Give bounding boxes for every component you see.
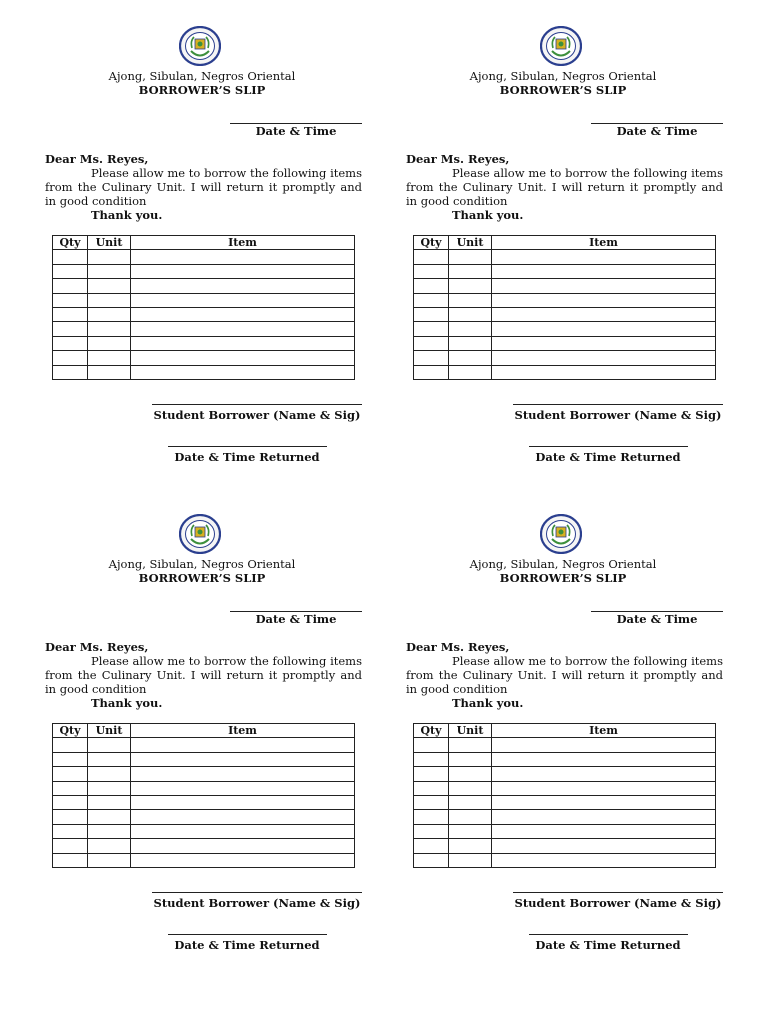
- item-cell[interactable]: [131, 307, 355, 321]
- item-cell[interactable]: [492, 250, 716, 264]
- table-row: [414, 824, 716, 838]
- unit-cell[interactable]: [88, 264, 131, 278]
- table-row: [414, 279, 716, 293]
- table-row: [53, 810, 355, 824]
- borrower-slip-bottom-right: [403, 514, 723, 984]
- item-cell[interactable]: [131, 781, 355, 795]
- qty-cell[interactable]: [414, 738, 449, 752]
- date-time-returned-label: Date & Time Returned: [535, 450, 681, 464]
- table-row: [414, 839, 716, 853]
- table-row: [53, 293, 355, 307]
- table-header-row: [53, 236, 355, 250]
- qty-cell[interactable]: [53, 824, 88, 838]
- unit-cell[interactable]: [88, 365, 131, 379]
- column-header-item: Item: [131, 724, 355, 738]
- date-time-returned-line[interactable]: [168, 934, 327, 935]
- qty-cell[interactable]: [414, 336, 449, 350]
- qty-cell[interactable]: [53, 336, 88, 350]
- item-cell[interactable]: [131, 279, 355, 293]
- item-cell[interactable]: [131, 738, 355, 752]
- unit-cell[interactable]: [449, 839, 492, 853]
- table-row: [414, 738, 716, 752]
- student-borrower-label: Student Borrower (Name & Sig): [514, 408, 722, 422]
- borrower-slip-top-right: [403, 26, 723, 496]
- qty-cell[interactable]: [53, 264, 88, 278]
- date-time-returned-label: Date & Time Returned: [174, 938, 320, 952]
- qty-cell[interactable]: [53, 351, 88, 365]
- date-time-returned-line[interactable]: [529, 446, 688, 447]
- unit-cell[interactable]: [88, 752, 131, 766]
- date-time-returned-label: Date & Time Returned: [535, 938, 681, 952]
- qty-cell[interactable]: [53, 365, 88, 379]
- letter-closing: Thank you.: [452, 696, 524, 710]
- column-header-item: Item: [131, 236, 355, 250]
- letter-closing: Thank you.: [91, 696, 163, 710]
- unit-cell[interactable]: [88, 824, 131, 838]
- table-header-row: [53, 724, 355, 738]
- slip-title: BORROWER’S SLIP: [138, 83, 266, 97]
- date-time-returned-line[interactable]: [529, 934, 688, 935]
- item-cell[interactable]: [131, 351, 355, 365]
- item-cell[interactable]: [131, 336, 355, 350]
- unit-cell[interactable]: [88, 279, 131, 293]
- date-time-returned-line[interactable]: [168, 446, 327, 447]
- table-row: [53, 781, 355, 795]
- table-row: [414, 336, 716, 350]
- table-row: [414, 307, 716, 321]
- table-row: [414, 810, 716, 824]
- salutation: Dear Ms. Reyes,: [45, 152, 149, 166]
- table-header-row: [414, 724, 716, 738]
- column-header-item: Item: [492, 236, 716, 250]
- item-cell[interactable]: [131, 250, 355, 264]
- qty-cell[interactable]: [414, 767, 449, 781]
- school-address: Ajong, Sibulan, Negros Oriental: [469, 69, 657, 83]
- unit-cell[interactable]: [449, 767, 492, 781]
- column-header-unit: Unit: [449, 236, 492, 250]
- item-cell[interactable]: [492, 351, 716, 365]
- table-row: [53, 795, 355, 809]
- unit-cell[interactable]: [88, 853, 131, 867]
- qty-cell[interactable]: [414, 307, 449, 321]
- qty-cell[interactable]: [414, 293, 449, 307]
- qty-cell[interactable]: [53, 853, 88, 867]
- column-header-unit: Unit: [449, 724, 492, 738]
- qty-cell[interactable]: [53, 250, 88, 264]
- item-cell[interactable]: [492, 752, 716, 766]
- qty-cell[interactable]: [53, 752, 88, 766]
- qty-cell[interactable]: [414, 351, 449, 365]
- qty-cell[interactable]: [414, 365, 449, 379]
- unit-cell[interactable]: [449, 264, 492, 278]
- unit-cell[interactable]: [88, 307, 131, 321]
- item-cell[interactable]: [131, 752, 355, 766]
- school-seal-icon: [540, 26, 582, 66]
- unit-cell[interactable]: [88, 839, 131, 853]
- table-row: [414, 293, 716, 307]
- table-row: [414, 781, 716, 795]
- table-row: [53, 336, 355, 350]
- column-header-qty: Qty: [53, 724, 88, 738]
- column-header-item: Item: [492, 724, 716, 738]
- unit-cell[interactable]: [449, 781, 492, 795]
- unit-cell[interactable]: [88, 795, 131, 809]
- date-time-label: Date & Time: [255, 124, 337, 138]
- letter-body: Please allow me to borrow the following items from the Culinary Unit. I will return it promptly and in good condition: [406, 166, 723, 208]
- school-address: Ajong, Sibulan, Negros Oriental: [469, 557, 657, 571]
- qty-cell[interactable]: [53, 839, 88, 853]
- qty-cell[interactable]: [414, 264, 449, 278]
- letter-body: Please allow me to borrow the following items from the Culinary Unit. I will return it promptly and in good condition: [45, 654, 362, 696]
- qty-cell[interactable]: [414, 752, 449, 766]
- item-cell[interactable]: [492, 853, 716, 867]
- item-cell[interactable]: [131, 795, 355, 809]
- qty-cell[interactable]: [53, 810, 88, 824]
- table-row: [53, 824, 355, 838]
- unit-cell[interactable]: [449, 322, 492, 336]
- letter-body: Please allow me to borrow the following items from the Culinary Unit. I will return it promptly and in good condition: [45, 166, 362, 208]
- item-cell[interactable]: [492, 293, 716, 307]
- table-row: [414, 322, 716, 336]
- item-cell[interactable]: [492, 781, 716, 795]
- salutation: Dear Ms. Reyes,: [406, 152, 510, 166]
- table-row: [53, 279, 355, 293]
- student-borrower-line[interactable]: [152, 892, 362, 893]
- qty-cell[interactable]: [53, 279, 88, 293]
- item-cell[interactable]: [492, 839, 716, 853]
- school-seal-icon: [179, 514, 221, 554]
- letter-closing: Thank you.: [91, 208, 163, 222]
- item-cell[interactable]: [131, 810, 355, 824]
- school-address: Ajong, Sibulan, Negros Oriental: [108, 557, 296, 571]
- salutation: Dear Ms. Reyes,: [45, 640, 149, 654]
- date-time-label: Date & Time: [255, 612, 337, 626]
- student-borrower-label: Student Borrower (Name & Sig): [153, 408, 361, 422]
- school-seal-icon: [179, 26, 221, 66]
- item-cell[interactable]: [492, 810, 716, 824]
- unit-cell[interactable]: [88, 250, 131, 264]
- item-cell[interactable]: [492, 795, 716, 809]
- qty-cell[interactable]: [53, 322, 88, 336]
- table-row: [53, 738, 355, 752]
- slip-title: BORROWER’S SLIP: [138, 571, 266, 585]
- item-cell[interactable]: [131, 767, 355, 781]
- unit-cell[interactable]: [88, 738, 131, 752]
- school-seal-icon: [540, 514, 582, 554]
- unit-cell[interactable]: [449, 307, 492, 321]
- item-cell[interactable]: [131, 824, 355, 838]
- qty-cell[interactable]: [53, 781, 88, 795]
- table-header-row: [414, 236, 716, 250]
- table-row: [53, 365, 355, 379]
- qty-cell[interactable]: [53, 307, 88, 321]
- unit-cell[interactable]: [449, 365, 492, 379]
- slip-title: BORROWER’S SLIP: [499, 571, 627, 585]
- items-table: [52, 235, 355, 380]
- unit-cell[interactable]: [449, 336, 492, 350]
- table-body: [414, 250, 716, 380]
- table-row: [53, 752, 355, 766]
- qty-cell[interactable]: [414, 795, 449, 809]
- qty-cell[interactable]: [414, 279, 449, 293]
- unit-cell[interactable]: [88, 322, 131, 336]
- student-borrower-line[interactable]: [513, 404, 723, 405]
- qty-cell[interactable]: [414, 824, 449, 838]
- student-borrower-line[interactable]: [152, 404, 362, 405]
- item-cell[interactable]: [131, 365, 355, 379]
- item-cell[interactable]: [492, 307, 716, 321]
- unit-cell[interactable]: [88, 293, 131, 307]
- student-borrower-label: Student Borrower (Name & Sig): [153, 896, 361, 910]
- item-cell[interactable]: [492, 264, 716, 278]
- qty-cell[interactable]: [53, 293, 88, 307]
- unit-cell[interactable]: [88, 351, 131, 365]
- qty-cell[interactable]: [414, 839, 449, 853]
- unit-cell[interactable]: [449, 738, 492, 752]
- student-borrower-line[interactable]: [513, 892, 723, 893]
- table-row: [53, 767, 355, 781]
- table-row: [414, 250, 716, 264]
- qty-cell[interactable]: [414, 853, 449, 867]
- item-cell[interactable]: [131, 293, 355, 307]
- table-row: [414, 795, 716, 809]
- slip-title: BORROWER’S SLIP: [499, 83, 627, 97]
- table-row: [414, 767, 716, 781]
- qty-cell[interactable]: [414, 250, 449, 264]
- item-cell[interactable]: [492, 365, 716, 379]
- school-address: Ajong, Sibulan, Negros Oriental: [108, 69, 296, 83]
- qty-cell[interactable]: [53, 738, 88, 752]
- table-row: [53, 250, 355, 264]
- item-cell[interactable]: [131, 322, 355, 336]
- unit-cell[interactable]: [88, 810, 131, 824]
- table-body: [53, 250, 355, 380]
- borrower-slip-bottom-left: [42, 514, 362, 984]
- table-row: [53, 351, 355, 365]
- table-row: [53, 322, 355, 336]
- unit-cell[interactable]: [88, 781, 131, 795]
- table-body: [414, 738, 716, 868]
- table-row: [414, 853, 716, 867]
- column-header-qty: Qty: [53, 236, 88, 250]
- unit-cell[interactable]: [449, 279, 492, 293]
- date-time-returned-label: Date & Time Returned: [174, 450, 320, 464]
- table-row: [414, 752, 716, 766]
- qty-cell[interactable]: [53, 767, 88, 781]
- unit-cell[interactable]: [449, 752, 492, 766]
- unit-cell[interactable]: [449, 293, 492, 307]
- table-body: [53, 738, 355, 868]
- borrower-slip-top-left: [42, 26, 362, 496]
- letter-body: Please allow me to borrow the following items from the Culinary Unit. I will return it promptly and in good condition: [406, 654, 723, 696]
- column-header-unit: Unit: [88, 236, 131, 250]
- item-cell[interactable]: [492, 279, 716, 293]
- table-row: [53, 264, 355, 278]
- unit-cell[interactable]: [88, 336, 131, 350]
- table-row: [414, 351, 716, 365]
- column-header-qty: Qty: [414, 724, 449, 738]
- unit-cell[interactable]: [449, 351, 492, 365]
- item-cell[interactable]: [492, 824, 716, 838]
- item-cell[interactable]: [492, 738, 716, 752]
- items-table: [52, 723, 355, 868]
- date-time-label: Date & Time: [616, 612, 698, 626]
- unit-cell[interactable]: [449, 250, 492, 264]
- unit-cell[interactable]: [449, 795, 492, 809]
- table-row: [53, 307, 355, 321]
- unit-cell[interactable]: [88, 767, 131, 781]
- date-time-label: Date & Time: [616, 124, 698, 138]
- unit-cell[interactable]: [449, 810, 492, 824]
- salutation: Dear Ms. Reyes,: [406, 640, 510, 654]
- items-table: [413, 235, 716, 380]
- item-cell[interactable]: [492, 322, 716, 336]
- table-row: [414, 264, 716, 278]
- qty-cell[interactable]: [414, 322, 449, 336]
- items-table: [413, 723, 716, 868]
- item-cell[interactable]: [492, 767, 716, 781]
- table-row: [414, 365, 716, 379]
- qty-cell[interactable]: [53, 795, 88, 809]
- student-borrower-label: Student Borrower (Name & Sig): [514, 896, 722, 910]
- item-cell[interactable]: [131, 264, 355, 278]
- item-cell[interactable]: [492, 336, 716, 350]
- column-header-unit: Unit: [88, 724, 131, 738]
- qty-cell[interactable]: [414, 781, 449, 795]
- column-header-qty: Qty: [414, 236, 449, 250]
- table-row: [53, 853, 355, 867]
- qty-cell[interactable]: [414, 810, 449, 824]
- item-cell[interactable]: [131, 839, 355, 853]
- unit-cell[interactable]: [449, 853, 492, 867]
- item-cell[interactable]: [131, 853, 355, 867]
- unit-cell[interactable]: [449, 824, 492, 838]
- letter-closing: Thank you.: [452, 208, 524, 222]
- table-row: [53, 839, 355, 853]
